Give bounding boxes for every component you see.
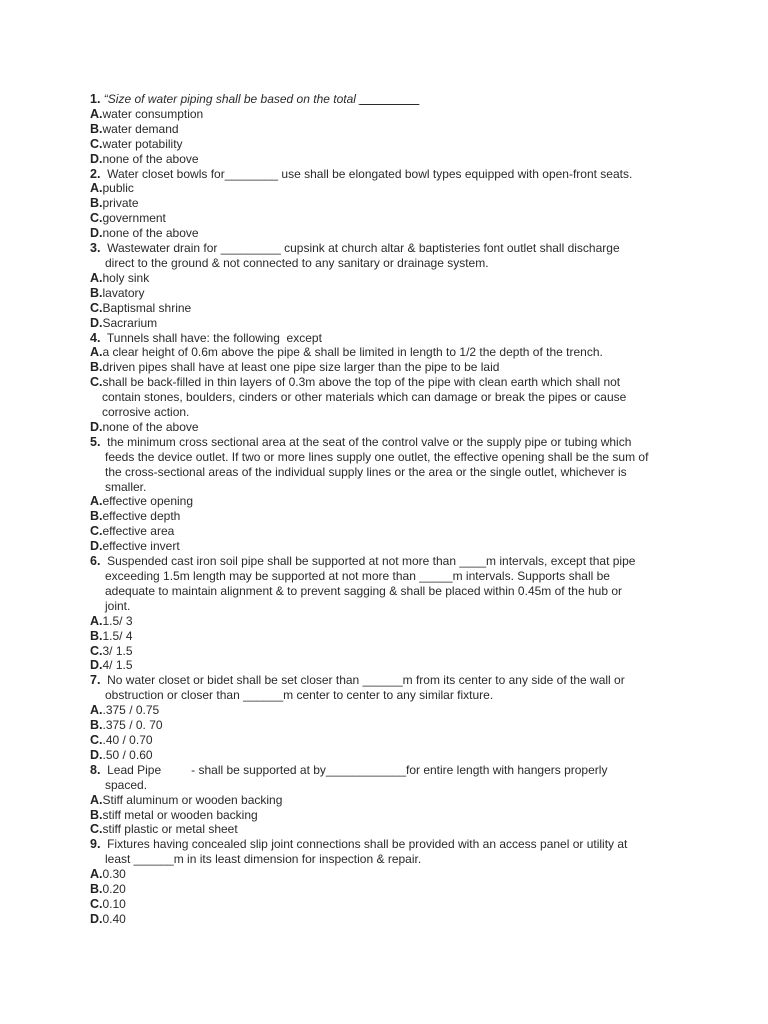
choice-a xyxy=(90,181,690,196)
choice-b xyxy=(90,718,690,733)
choice-text: 1.5/ 4 xyxy=(102,628,133,643)
answer-blank: _________ xyxy=(359,92,420,106)
choice-letter: A. xyxy=(90,867,103,882)
question-line xyxy=(90,92,690,107)
choice-text: contain stones, boulders, cinders or other materials which can damage or break the pipes or cause xyxy=(102,390,627,405)
choice-b xyxy=(90,509,690,524)
choice-letter: B. xyxy=(90,196,103,211)
choice-d xyxy=(90,658,690,673)
question-text: direct to the ground & not connected to any sanitary or drainage system. xyxy=(105,255,489,270)
choice-letter: A. xyxy=(90,181,103,196)
choice-text: private xyxy=(102,196,139,211)
question-text: spaced. xyxy=(105,777,148,792)
choice-text: shall be back-filled in thin layers of 0.3m above the top of the pipe with clean earth which shall not xyxy=(102,375,621,390)
choice-a xyxy=(90,867,690,882)
choice-letter: D. xyxy=(90,658,103,673)
question-text: adequate to maintain alignment & to prevent sagging & shall be placed within 0.45m of the hub or xyxy=(105,583,623,598)
choice-text: holy sink xyxy=(102,270,150,285)
choice-text: 1.5/ 3 xyxy=(102,613,133,628)
question-text: “Size of water piping shall be based on the total xyxy=(100,92,360,106)
choice-text: 4/ 1.5 xyxy=(102,658,133,673)
choice-letter: D. xyxy=(90,315,103,330)
question-number: 1. xyxy=(90,92,101,106)
question-text: Lead Pipe - shall be supported at by____________for entire length with hangers properly xyxy=(100,762,608,777)
choice-letter: C. xyxy=(90,300,103,315)
choice-text: .375 / 0.75 xyxy=(102,703,160,718)
question-line xyxy=(90,435,690,450)
choice-letter: C. xyxy=(90,822,103,837)
choice-text: .50 / 0.60 xyxy=(102,747,153,762)
choice-d xyxy=(90,152,690,167)
choice-text: effective opening xyxy=(102,494,194,509)
choice-text: a clear height of 0.6m above the pipe & shall be limited in length to 1/2 the depth of the trench. xyxy=(102,345,603,360)
choice-text: Baptismal shrine xyxy=(102,300,192,315)
question-block xyxy=(90,763,690,838)
choice-a xyxy=(90,107,690,122)
choice-b xyxy=(90,808,690,823)
question-line xyxy=(90,673,690,688)
choice-d xyxy=(90,316,690,331)
question-line xyxy=(90,837,690,852)
question-number: 5. xyxy=(90,434,101,449)
question-text: least ______m in its least dimension for inspection & repair. xyxy=(105,852,422,867)
choice-letter: B. xyxy=(90,509,103,524)
choice-letter: A. xyxy=(90,703,103,718)
choice-a xyxy=(90,614,690,629)
choice-text: Stiff aluminum or wooden backing xyxy=(102,792,283,807)
choice-b xyxy=(90,360,690,375)
choice-text: 0.30 xyxy=(102,867,126,882)
choice-c xyxy=(90,644,690,659)
choice-text: none of the above xyxy=(102,419,199,434)
question-line xyxy=(90,167,690,182)
choice-text: none of the above xyxy=(102,226,199,241)
question-text: No water closet or bidet shall be set closer than ______m from its center to any side of the wall or xyxy=(100,673,625,688)
question-text: Tunnels shall have: the following except xyxy=(100,330,322,345)
choice-d xyxy=(90,912,690,927)
question-line xyxy=(90,763,690,778)
choice-letter: B. xyxy=(90,807,103,822)
choice-letter: D. xyxy=(90,226,103,241)
choice-d xyxy=(90,420,690,435)
question-text: obstruction or closer than ______m center to center to any similar fixture. xyxy=(105,688,494,703)
choice-letter: D. xyxy=(90,539,103,554)
choice-a xyxy=(90,494,690,509)
question-line-continued xyxy=(90,688,690,703)
choice-a xyxy=(90,345,690,360)
question-block xyxy=(90,554,690,673)
choice-d xyxy=(90,226,690,241)
choice-letter: B. xyxy=(90,360,103,375)
question-block xyxy=(90,837,690,926)
choice-b xyxy=(90,629,690,644)
choice-letter: C. xyxy=(90,732,103,747)
choice-b xyxy=(90,286,690,301)
question-number: 6. xyxy=(90,554,101,569)
choice-letter: D. xyxy=(90,911,103,926)
question-number: 8. xyxy=(90,762,101,777)
question-text: feeds the device outlet. If two or more lines supply one outlet, the effective opening shall be the sum of xyxy=(105,449,649,464)
choice-b xyxy=(90,122,690,137)
choice-letter: A. xyxy=(90,270,103,285)
question-line-continued xyxy=(90,480,690,495)
choice-letter: B. xyxy=(90,882,103,897)
question-text: the minimum cross sectional area at the seat of the control valve or the supply pipe or tubing which xyxy=(100,434,632,449)
question-block xyxy=(90,673,690,762)
choice-text: effective invert xyxy=(102,539,180,554)
choice-c xyxy=(90,301,690,316)
choice-text: .375 / 0. 70 xyxy=(102,718,163,733)
question-block xyxy=(90,241,690,330)
choice-c xyxy=(90,897,690,912)
question-number: 3. xyxy=(90,241,101,256)
question-text: the cross-sectional areas of the individual supply lines or the area or the single outlet, whichever is xyxy=(105,464,627,479)
choice-letter: A. xyxy=(90,345,103,360)
choice-letter: D. xyxy=(90,419,103,434)
question-text: Suspended cast iron soil pipe shall be supported at not more than ____m intervals, except that pipe xyxy=(100,554,636,569)
question-line-continued xyxy=(90,569,690,584)
choice-c xyxy=(90,733,690,748)
choice-text: lavatory xyxy=(102,285,145,300)
question-line-continued xyxy=(90,584,690,599)
choice-text: .40 / 0.70 xyxy=(102,732,153,747)
choice-letter: D. xyxy=(90,747,103,762)
choice-c xyxy=(90,137,690,152)
choice-a xyxy=(90,793,690,808)
choice-text: corrosive action. xyxy=(102,405,190,420)
choice-text: 0.10 xyxy=(102,896,126,911)
choice-d xyxy=(90,748,690,763)
choice-letter: C. xyxy=(90,375,103,390)
question-number: 7. xyxy=(90,673,101,688)
choice-b xyxy=(90,196,690,211)
choice-letter: C. xyxy=(90,524,103,539)
question-text: Wastewater drain for _________ cupsink at church altar & baptisteries font outlet shall discharge xyxy=(100,241,620,256)
choice-c xyxy=(90,375,690,390)
choice-text: Sacrarium xyxy=(102,315,158,330)
question-line-continued xyxy=(90,465,690,480)
choice-letter: B. xyxy=(90,718,103,733)
question-line-continued xyxy=(90,778,690,793)
choice-letter: A. xyxy=(90,792,103,807)
choice-letter: A. xyxy=(90,106,103,121)
question-document xyxy=(90,92,690,927)
choice-text: stiff metal or wooden backing xyxy=(102,807,258,822)
question-text: Fixtures having concealed slip joint connections shall be provided with an access panel or utility at xyxy=(100,837,628,852)
choice-c xyxy=(90,524,690,539)
choice-text: water potability xyxy=(102,136,183,151)
choice-letter: C. xyxy=(90,211,103,226)
choice-letter: C. xyxy=(90,896,103,911)
choice-c xyxy=(90,822,690,837)
choice-c xyxy=(90,211,690,226)
choice-letter: D. xyxy=(90,151,103,166)
question-line-continued xyxy=(90,852,690,867)
question-number: 4. xyxy=(90,330,101,345)
question-line xyxy=(90,331,690,346)
question-line xyxy=(90,241,690,256)
question-block xyxy=(90,92,690,167)
question-block xyxy=(90,435,690,554)
question-text: joint. xyxy=(105,598,131,613)
question-line-continued xyxy=(90,599,690,614)
choice-letter: C. xyxy=(90,643,103,658)
question-block xyxy=(90,331,690,435)
question-line xyxy=(90,554,690,569)
question-text: smaller. xyxy=(105,479,147,494)
question-text: Water closet bowls for________ use shall be elongated bowl types equipped with open-front seats. xyxy=(100,166,633,181)
choice-letter: A. xyxy=(90,494,103,509)
choice-d xyxy=(90,539,690,554)
choice-text: driven pipes shall have at least one pipe size larger than the pipe to be laid xyxy=(102,360,500,375)
choice-text: effective depth xyxy=(102,509,181,524)
choice-text: government xyxy=(102,211,166,226)
choice-text: effective area xyxy=(102,524,175,539)
choice-text: 0.40 xyxy=(102,911,126,926)
question-line-continued xyxy=(90,450,690,465)
choice-letter: B. xyxy=(90,121,103,136)
question-text: exceeding 1.5m length may be supported at not more than _____m intervals. Supports shall be xyxy=(105,569,610,583)
question-number: 9. xyxy=(90,837,101,852)
choice-letter: B. xyxy=(90,285,103,300)
choice-c-continued xyxy=(90,405,690,420)
question-line-continued xyxy=(90,256,690,271)
choice-letter: C. xyxy=(90,136,103,151)
choice-text: water consumption xyxy=(102,106,204,121)
choice-text: water demand xyxy=(102,121,179,136)
choice-a xyxy=(90,703,690,718)
question-block xyxy=(90,167,690,242)
choice-c-continued xyxy=(90,390,690,405)
choice-letter: B. xyxy=(90,628,103,643)
choice-text: 3/ 1.5 xyxy=(102,643,133,658)
choice-text: 0.20 xyxy=(102,882,126,897)
choice-letter: A. xyxy=(90,613,103,628)
choice-b xyxy=(90,882,690,897)
question-number: 2. xyxy=(90,166,101,181)
choice-a xyxy=(90,271,690,286)
choice-text: public xyxy=(102,181,134,196)
choice-text: none of the above xyxy=(102,151,199,166)
choice-text: stiff plastic or metal sheet xyxy=(102,822,238,837)
